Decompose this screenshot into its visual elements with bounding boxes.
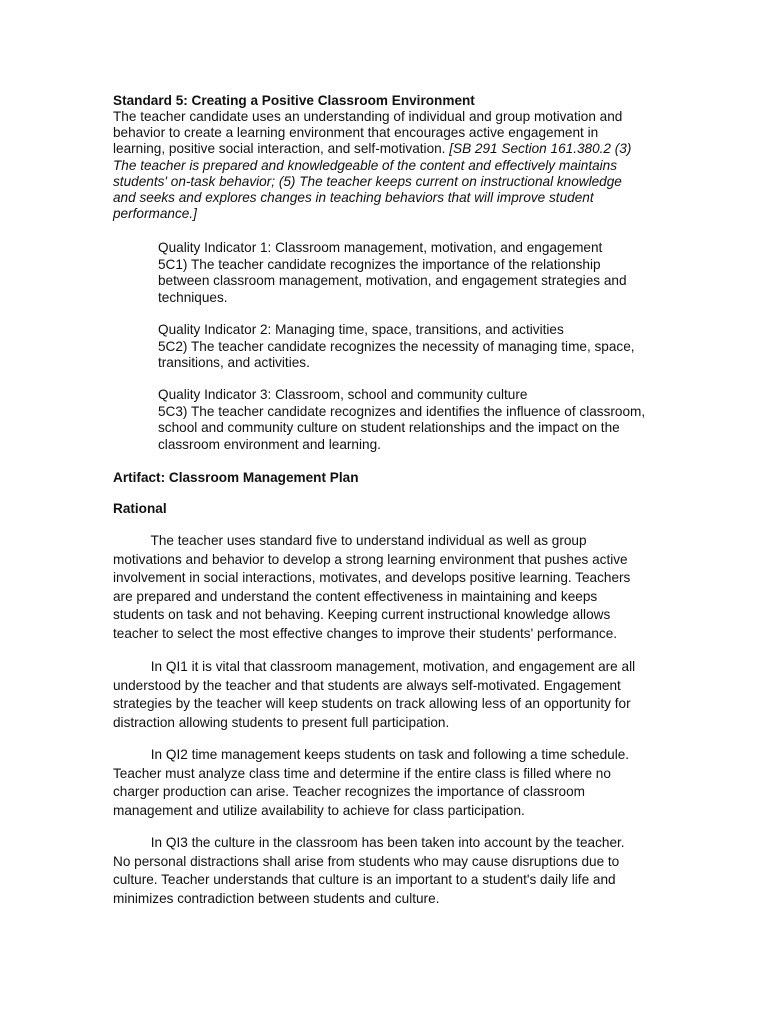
quality-indicator-1 bbox=[158, 240, 627, 306]
paragraph-2 bbox=[113, 658, 635, 732]
standard-title: Standard 5: Creating a Positive Classroom Environment bbox=[113, 93, 475, 108]
rational-heading: Rational bbox=[113, 501, 167, 516]
paragraph-line: Teacher must analyze class time and determine if the entire class is filled where no bbox=[113, 765, 611, 781]
standard-citation: performance.] bbox=[113, 206, 197, 222]
paragraph-line: strategies by the teacher will keep students on track allowing less of an opportunity for bbox=[113, 696, 631, 711]
paragraph-line: motivations and behavior to develop a strong learning environment that pushes active bbox=[113, 551, 628, 567]
paragraph-line: minimizes contradiction between students and culture. bbox=[113, 890, 440, 906]
paragraph-line: teacher to select the most effective changes to improve their students' performance. bbox=[113, 625, 618, 641]
paragraph-1 bbox=[113, 532, 630, 643]
paragraph-line: culture. Teacher understands that culture is an important to a student's daily life and bbox=[113, 872, 616, 887]
paragraph-line: understood by the teacher and that students are always self-motivated. Engagement bbox=[113, 677, 621, 693]
quality-indicator-2 bbox=[158, 322, 635, 372]
quality-indicator-line: 5C1) The teacher candidate recognizes the importance of the relationship bbox=[158, 256, 601, 272]
quality-indicator-line: between classroom management, motivation, and engagement strategies and bbox=[158, 273, 627, 288]
standard-description bbox=[113, 109, 631, 222]
standard-citation: [SB 291 Section 161.380.2 (3) bbox=[449, 141, 632, 157]
paragraph-3 bbox=[113, 746, 629, 820]
paragraph-line: involvement in social interactions, motivates, and develops positive learning. Teachers bbox=[113, 570, 631, 585]
standard-line: behavior to create a learning environment that encourages active engagement in bbox=[113, 125, 599, 141]
paragraph-line: In QI1 it is vital that classroom management, motivation, and engagement are all bbox=[113, 659, 636, 674]
quality-indicator-3 bbox=[158, 387, 645, 453]
paragraph-4 bbox=[113, 834, 625, 908]
artifact-heading: Artifact: Classroom Management Plan bbox=[113, 470, 359, 485]
quality-indicator-heading: Quality Indicator 3: Classroom, school and community culture bbox=[158, 387, 528, 402]
standard-line: learning, positive social interaction, and self-motivation. bbox=[113, 141, 450, 157]
paragraph-line: The teacher uses standard five to understand individual as well as group bbox=[113, 533, 587, 548]
quality-indicator-heading: Quality Indicator 2: Managing time, space, transitions, and activities bbox=[158, 322, 564, 337]
paragraph-line: management and utilize availability to achieve for class participation. bbox=[113, 802, 525, 818]
paragraph-line: are prepared and understand the content effectiveness in maintaining and keeps bbox=[113, 588, 598, 604]
standard-citation: students' on-task behavior; (5) The teacher keeps current on instructional knowledge bbox=[113, 173, 622, 189]
quality-indicator-heading: Quality Indicator 1: Classroom management, motivation, and engagement bbox=[158, 240, 603, 255]
quality-indicator-line: school and community culture on student relationships and the impact on the bbox=[158, 420, 620, 435]
paragraph-line: In QI3 the culture in the classroom has been taken into account by the teacher. bbox=[113, 835, 625, 850]
quality-indicator-line: transitions, and activities. bbox=[158, 355, 310, 370]
quality-indicator-line: 5C3) The teacher candidate recognizes and identifies the influence of classroom, bbox=[158, 403, 646, 419]
standard-line: The teacher candidate uses an understanding of individual and group motivation and bbox=[113, 109, 623, 124]
quality-indicator-line: 5C2) The teacher candidate recognizes the necessity of managing time, space, bbox=[158, 338, 635, 354]
paragraph-line: No personal distractions shall arise from students who may cause disruptions due to bbox=[113, 853, 620, 869]
standard-citation: and seeks and explores changes in teaching behaviors that will improve student bbox=[113, 190, 594, 206]
paragraph-line: distraction allowing students to present full participation. bbox=[113, 714, 450, 730]
quality-indicator-line: techniques. bbox=[158, 289, 228, 305]
paragraph-line: charger production can arise. Teacher recognizes the importance of classroom bbox=[113, 784, 585, 799]
standard-citation: The teacher is prepared and knowledgeable of the content and effectively maintains bbox=[113, 157, 618, 173]
paragraph-line: students on task and not behaving. Keeping current instructional knowledge allows bbox=[113, 607, 611, 622]
paragraph-line: In QI2 time management keeps students on task and following a time schedule. bbox=[113, 747, 630, 762]
quality-indicator-line: classroom environment and learning. bbox=[158, 436, 381, 452]
